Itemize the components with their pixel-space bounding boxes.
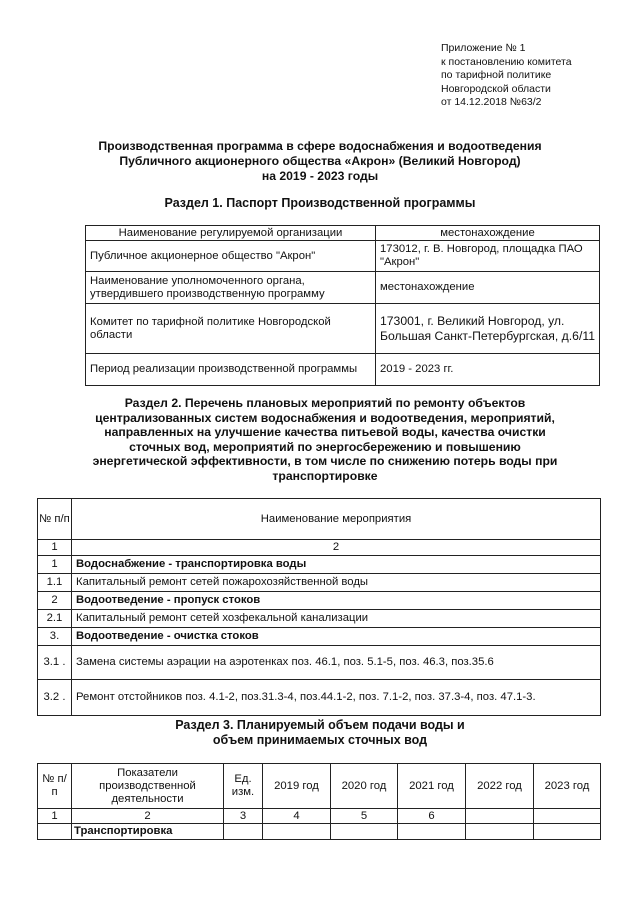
- measures-header-name: Наименование мероприятия: [72, 499, 601, 540]
- annex-block: [441, 42, 572, 110]
- volume-table: [37, 763, 601, 840]
- section2-heading-line: централизованных систем водоснабжения и водоотведения, мероприятий,: [95, 410, 555, 425]
- section3-heading-line: Раздел 3. Планируемый объем подачи воды и: [175, 718, 465, 732]
- measures-index-num: 1: [38, 540, 72, 556]
- measures-row-name: Капитальный ремонт сетей хозфекальной канализации: [72, 610, 601, 628]
- measures-row-name: Ремонт отстойников поз. 4.1-2, поз.31.3-4, поз.44.1-2, поз. 7.1-2, поз. 37.3-4, поз. 47.1-3.: [72, 680, 601, 716]
- passport-cell: 173001, г. Великий Новгород, ул. Большая Санкт-Петербургская, д.6/11: [376, 304, 600, 354]
- section2-heading-line: транспортировке: [272, 468, 378, 483]
- passport-cell: Комитет по тарифной политике Новгородской области: [86, 304, 376, 354]
- title-line: Производственная программа в сфере водоснабжения и водоотведения: [98, 139, 542, 153]
- title-line: на 2019 - 2023 годы: [261, 169, 379, 183]
- passport-table: [85, 225, 600, 386]
- volume-cell: Транспортировка: [72, 824, 224, 840]
- measures-table: [37, 498, 601, 716]
- section1-heading: Раздел 1. Паспорт Производственной программы: [164, 196, 476, 210]
- volume-cell: [263, 824, 331, 840]
- measures-row-num: 2.1: [38, 610, 72, 628]
- document-title: [60, 139, 580, 184]
- measures-row-num: 3.2 .: [38, 680, 72, 716]
- measures-row-name: Капитальный ремонт сетей пожарохозяйственной воды: [72, 574, 601, 592]
- measures-header-num: № п/п: [38, 499, 72, 540]
- volume-header-cell: № п/п: [38, 764, 72, 809]
- volume-header-cell: 2019 год: [263, 764, 331, 809]
- volume-header-cell: 2022 год: [466, 764, 534, 809]
- volume-index-cell: 1: [38, 809, 72, 824]
- passport-cell: 173012, г. В. Новгород, площадка ПАО "Акрон": [376, 241, 600, 272]
- volume-header-cell: Ед. изм.: [224, 764, 263, 809]
- volume-header-cell: 2020 год: [331, 764, 398, 809]
- annex-line: Приложение № 1: [441, 42, 526, 54]
- measures-row-name: Водоснабжение - транспортировка воды: [72, 556, 601, 574]
- passport-cell: Наименование уполномоченного органа, утвердившего производственную программу: [86, 272, 376, 304]
- volume-index-cell: [466, 809, 534, 824]
- measures-row-num: 2: [38, 592, 72, 610]
- measures-row-num: 1.1: [38, 574, 72, 592]
- volume-index-cell: 4: [263, 809, 331, 824]
- passport-cell: местонахождение: [376, 272, 600, 304]
- volume-index-cell: [534, 809, 601, 824]
- volume-header-cell: Показатели производственной деятельности: [72, 764, 224, 809]
- section2-heading-line: сточных вод, мероприятий по энергосбережению и повышению: [129, 439, 521, 454]
- passport-cell: Период реализации производственной программы: [86, 354, 376, 386]
- measures-row-name: Замена системы аэрации на аэротенках поз. 46.1, поз. 5.1-5, поз. 46.3, поз.35.6: [72, 646, 601, 680]
- annex-line: Новгородской области: [441, 82, 551, 95]
- annex-line: по тарифной политике: [441, 69, 552, 81]
- volume-index-cell: 5: [331, 809, 398, 824]
- volume-header-cell: 2021 год: [398, 764, 466, 809]
- volume-cell: [38, 824, 72, 840]
- volume-index-cell: 2: [72, 809, 224, 824]
- volume-header-cell: 2023 год: [534, 764, 601, 809]
- volume-cell: [534, 824, 601, 840]
- volume-index-cell: 3: [224, 809, 263, 824]
- passport-cell: Публичное акционерное общество "Акрон": [86, 241, 376, 272]
- title-line: Публичного акционерного общества «Акрон» (Великий Новгород): [119, 154, 521, 168]
- volume-cell: [331, 824, 398, 840]
- annex-line: к постановлению комитета: [441, 55, 572, 68]
- section2-heading-line: энергетической эффективности, в том числе по снижению потерь воды при: [92, 454, 558, 469]
- measures-row-name: Водоотведение - очистка стоков: [72, 628, 601, 646]
- measures-row-num: 3.1 .: [38, 646, 72, 680]
- passport-cell: Наименование регулируемой организации: [86, 226, 376, 241]
- volume-cell: [224, 824, 263, 840]
- passport-cell: местонахождение: [376, 226, 600, 241]
- section3-heading: [100, 718, 540, 748]
- volume-index-cell: 6: [398, 809, 466, 824]
- section3-heading-line: объем принимаемых сточных вод: [212, 733, 428, 747]
- measures-row-name: Водоотведение - пропуск стоков: [72, 592, 601, 610]
- section2-heading: [80, 396, 570, 484]
- annex-line: от 14.12.2018 №63/2: [441, 96, 542, 108]
- volume-cell: [398, 824, 466, 840]
- measures-index-name: 2: [72, 540, 601, 556]
- passport-cell: 2019 - 2023 гг.: [376, 354, 600, 386]
- section2-heading-line: направленных на улучшение качества питьевой воды, качества очистки: [104, 425, 546, 440]
- measures-row-num: 1: [38, 556, 72, 574]
- section2-heading-line: Раздел 2. Перечень плановых мероприятий по ремонту объектов: [124, 396, 526, 410]
- volume-cell: [466, 824, 534, 840]
- measures-row-num: 3.: [38, 628, 72, 646]
